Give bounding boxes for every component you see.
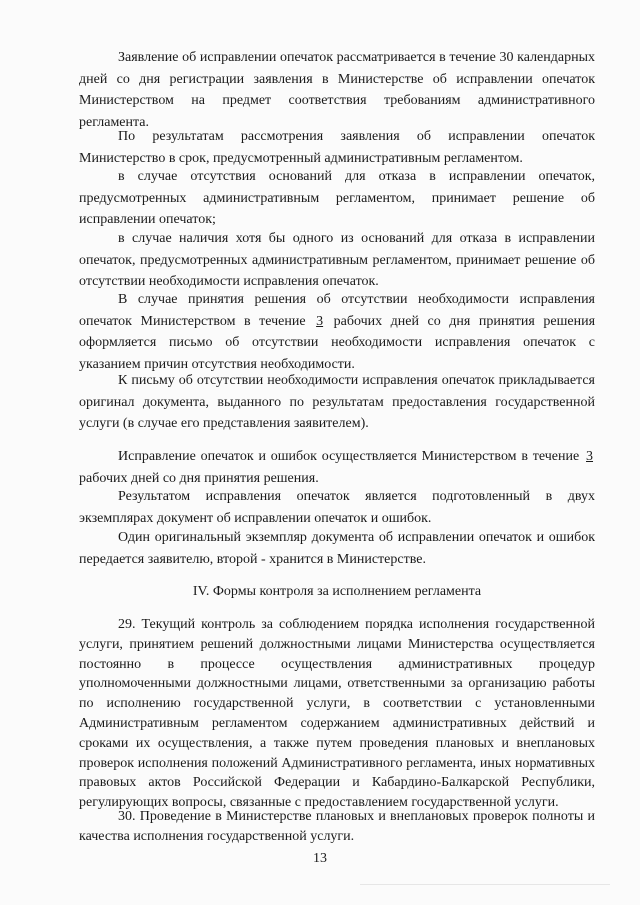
paragraph-correction-period	[79, 446, 595, 489]
letter-days-value: 3	[316, 313, 324, 329]
paragraph-29: 29. Текущий контроль за соблюдением порядка исполнения государственной услуги, принятием решений должностными лицами Министерства осуществляется постоянно в процессе осуществления административных процедур уполномоченными должностными лицами, ответственными за организацию работы по исполнению государственной услуги, в соответствии с установленными Административным регламентом содержанием административных действий и сроками их осуществления, а также путем проведения плановых и внеплановых проверок исполнения положений Административного регламента, иных нормативных правовых актов Российской Федерации и Кабардино-Балкарской Республики, регулирующих вопросы, связанные с предоставлением государственной услуги.	[79, 617, 595, 811]
paragraph-letter-attachment: К письму об отсутствии необходимости исправления опечаток прикладывается оригинал документа, выданного по результатам предоставления государственной услуги (в случае его представления заявителем).	[79, 373, 595, 431]
paragraph-letter-text-end: рабочих дней со дня принятия решения оформляется письмо об отсутствии необходимости исправления опечаток с указанием причин отсутствия необходимости.	[79, 313, 596, 372]
paragraph-review-results: По результатам рассмотрения заявления об исправлении опечаток Министерство в срок, предусмотренный административным регламентом.	[79, 129, 595, 166]
paragraph-correction-text-start: Исправление опечаток и ошибок осуществляется Министерством в течение	[118, 449, 580, 464]
page-number: 13	[313, 851, 327, 866]
paragraph-correction-result: Результатом исправления опечаток является подготовленный в двух экземплярах документ об исправлении опечаток и ошибок.	[79, 489, 595, 526]
paragraph-review-period: Заявление об исправлении опечаток рассматривается в течение 30 календарных дней со дня регистрации заявления в Министерстве об исправлении опечаток Министерством на предмет соответствия требованиям административного регламента.	[79, 50, 595, 130]
paragraph-correction-text-end: рабочих дней со дня принятия решения.	[79, 470, 319, 486]
paragraph-letter-decision	[79, 289, 595, 375]
section-heading: IV. Формы контроля за исполнением регламента	[192, 584, 482, 599]
paragraph-no-grounds-case: в случае отсутствия оснований для отказа в исправлении опечаток, предусмотренных административным регламентом, принимает решение об исправлении опечаток;	[79, 169, 595, 227]
paragraph-letter-text-start: В случае принятия решения об отсутствии необходимости исправления опечаток Министерством в течение	[79, 292, 595, 329]
paragraph-grounds-exist-case: в случае наличия хотя бы одного из оснований для отказа в исправлении опечаток, предусмотренных административным регламентом, принимает решение об отсутствии необходимости исправления опечаток.	[79, 231, 595, 289]
correction-days-value: 3	[586, 449, 594, 464]
paragraph-30: 30. Проведение в Министерстве плановых и внеплановых проверок полноты и качества исполнения государственной услуги.	[79, 809, 595, 844]
paragraph-original-transfer: Один оригинальный экземпляр документа об исправлении опечаток и ошибок передается заявителю, второй - хранится в Министерстве.	[79, 530, 595, 567]
scan-edge-line	[360, 884, 610, 885]
